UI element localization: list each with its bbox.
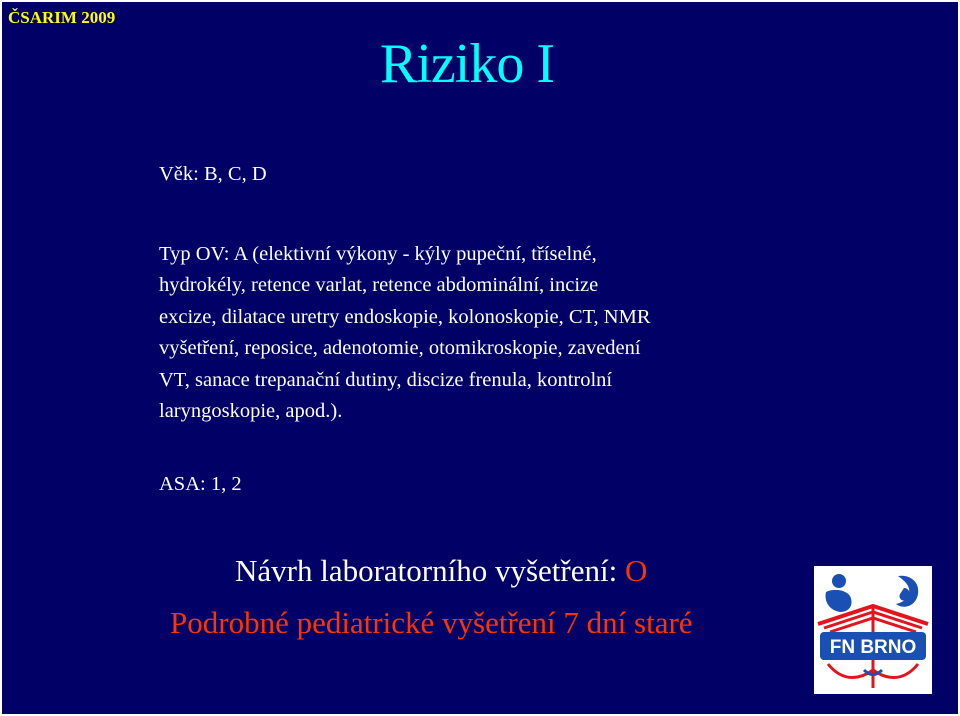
operation-line: VT, sanace trepanační dutiny, discize frenula, kontrolní	[159, 368, 613, 391]
age-line: Věk: B, C, D	[159, 163, 267, 185]
operation-line: vyšetření, reposice, adenotomie, otomikroskopie, zavedení	[159, 337, 641, 360]
lab-label: Návrh laboratorního vyšetření:	[235, 553, 625, 588]
lab-value: O	[624, 553, 648, 588]
lab-recommendation-line	[235, 553, 647, 589]
operation-type-paragraph	[159, 239, 809, 427]
slide	[2, 2, 958, 714]
operation-line: Typ OV: A (elektivní výkony - kýly pupeční, tříselné,	[159, 243, 597, 265]
header-tag: ČSARIM 2009	[8, 8, 116, 27]
asa-line: ASA: 1, 2	[159, 473, 242, 495]
logo-figure-head-left	[832, 574, 846, 588]
operation-line: excize, dilatace uretry endoskopie, kolonoskopie, CT, NMR	[159, 305, 651, 328]
fn-brno-logo-icon	[814, 566, 932, 694]
operation-line: laryngoskopie, apod.).	[159, 400, 343, 423]
logo-figure-body-left	[826, 590, 852, 612]
fn-brno-logo-graphic	[814, 566, 932, 694]
logo-text: FN BRNO	[829, 637, 917, 658]
pediatric-exam-line: Podrobné pediatrické vyšetření 7 dní staré	[170, 605, 693, 640]
operation-line: hydrokély, retence varlat, retence abdominální, incize	[159, 274, 599, 297]
slide-title: Riziko I	[380, 33, 554, 95]
